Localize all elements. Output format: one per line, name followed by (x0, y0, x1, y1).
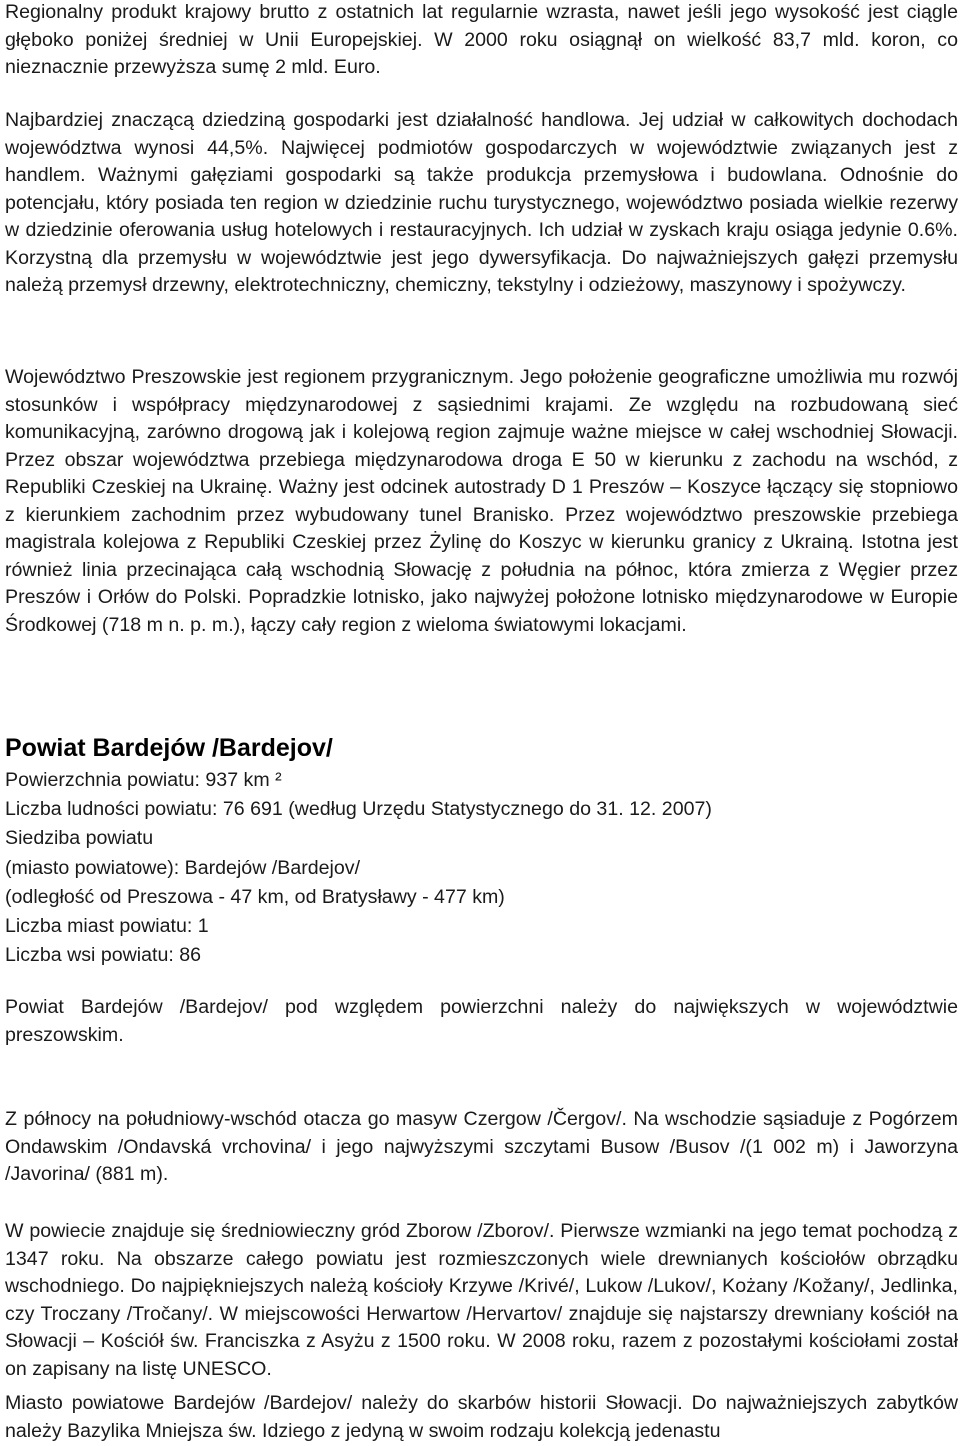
fact-seat-town: (miasto powiatowe): Bardejów /Bardejov/ (5, 856, 361, 879)
fact-seat-label: Siedziba powiatu (5, 827, 154, 850)
fact-villages-count: Liczba wsi powiatu: 86 (5, 944, 202, 967)
fact-distance: (odległość od Preszowa - 47 km, od Bratysławy - 477 km) (5, 885, 505, 908)
paragraph-location: Województwo Preszowskie jest regionem przygranicznym. Jego położenie geograficzne umożliwia mu rozwój stosunków i współpracy międzynarodowej z sąsiednimi krajami. Ze względu na rozbudowaną sieć komunikacyjną, zarówno drogową jak i kolejową region zajmuje ważne miejsce w całej wschodniej Słowacji. Przez obszar województwa przebiega międzynarodowa droga E 50 w kierunku z zachodu na wschód, z Republiki Czeskiej na Ukrainę. Ważny jest odcinek autostrady D 1 Preszów – Koszyce łączący się stopniowo z kierunkiem zachodnim przez wybudowany tunel Branisko. Przez województwo preszowskie przebiega magistrala kolejowa z Republiki Czeskiej przez Żylinę do Koszyc w kierunku granicy z Ukrainą. Istotna jest również linia przecinająca całą wschodnią Słowację z południa na północ, która zmierza z Węgier przez Preszów i Orłów do Polski. Popradzkie lotnisko, jako najwyżej położone lotnisko międzynarodowe w Europie Środkowej (718 m n. p. m.), łączy cały region z wieloma światowymi lokacjami. (5, 366, 958, 636)
fact-population: Liczba ludności powiatu: 76 691 (według Urzędu Statystycznego do 31. 12. 2007) (5, 798, 712, 821)
section-heading: Powiat Bardejów /Bardejov/ (5, 734, 333, 762)
district-facts (5, 766, 958, 970)
paragraph-gdp: Regionalny produkt krajowy brutto z ostatnich lat regularnie wzrasta, nawet jeśli jego wysokość jest ciągle głęboko poniżej średniej w Unii Europejskiej. W 2000 roku osiągnął on wielkość 83,7 mld. koron, co nieznacznie przewyższa sumę 2 mld. Euro. (5, 1, 958, 78)
fact-towns-count: Liczba miast powiatu: 1 (5, 915, 209, 938)
paragraph-neighbors: Z północy na południowy-wschód otacza go masyw Czergow /Čergov/. Na wschodzie sąsiaduje z Pogórzem Ondawskim /Ondavská vrchovina/ i jego najwyższymi szczytami Busow /Busov /(1 002 m) i Jaworzyna /Javorina/ (881 m). (5, 1108, 958, 1185)
paragraph-economy: Najbardziej znaczącą dziedziną gospodarki jest działalność handlowa. Jej udział w całkowitych dochodach województwa wynosi 44,5%. Najwięcej podmiotów gospodarczych w województwie związanych jest z handlem. Ważnymi gałęziami gospodarki są także produkcja przemysłowa i budowlana. Odnośnie do potencjału, który posiada ten region w dziedzinie ruchu turystycznego, województwo posiada wielkie rezerwy w dziedzinie oferowania usług hotelowych i restauracyjnych. Ich udział w zyskach kraju osiąga jedynie 0.6%. Korzystną dla przemysłu w województwie jest jego dywersyfikacja. Do najważniejszych gałęzi przemysłu należą przemysł drzewny, elektrotechniczny, chemiczny, tekstylny i odzieżowy, maszynowy i spożywczy. (5, 109, 958, 296)
paragraph-history: W powiecie znajduje się średniowieczny gród Zborow /Zborov/. Pierwsze wzmianki na jego temat pochodzą z 1347 roku. Na obszarze całego powiatu jest rozmieszczonych wiele drewnianych kościołów obrządku wschodniego. Do najpiękniejszych należą kościoły Krzywe /Krivé/, Lukow /Lukov/, Kożany /Kožany/, Jedlinka, czy Troczany /Tročany/. W miejscowości Herwartow /Hervartov/ znajduje się najstarszy drewniany kościół na Słowacji – Kościół św. Franciszka z Asyżu z 1500 roku. W 2008 roku, razem z pozostałymi kościołami został on zapisany na listę UNESCO. (5, 1220, 958, 1380)
paragraph-town: Miasto powiatowe Bardejów /Bardejov/ należy do skarbów historii Słowacji. Do najważniejszych zabytków należy Bazylika Mniejsza św. Idziego z jedyną w swoim rodzaju kolekcją jedenastu (5, 1392, 958, 1442)
paragraph-area: Powiat Bardejów /Bardejov/ pod względem powierzchni należy do największych w województwie preszowskim. (5, 996, 958, 1046)
fact-area: Powierzchnia powiatu: 937 km ² (5, 769, 282, 791)
